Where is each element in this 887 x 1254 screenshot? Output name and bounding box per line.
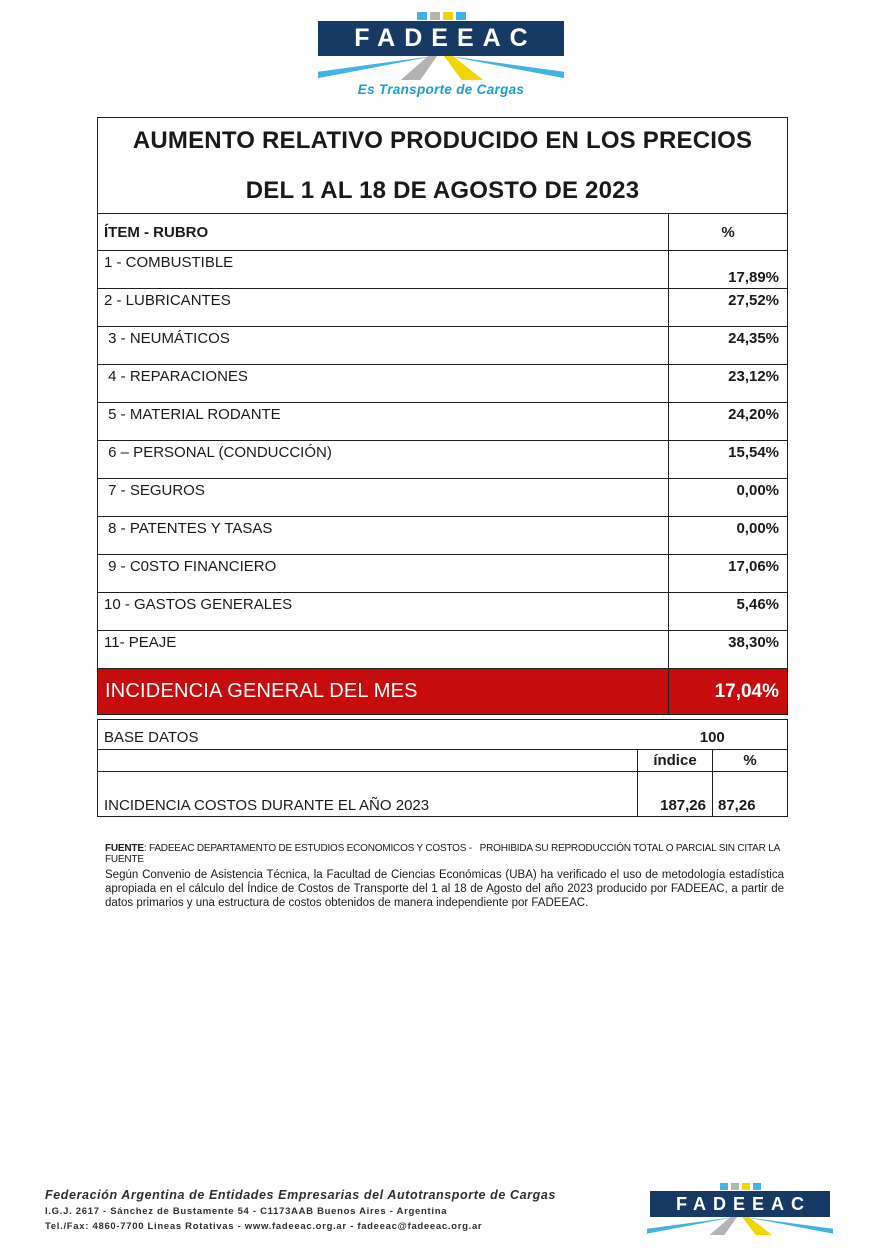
logo-road-icon — [647, 1217, 833, 1235]
row-label: 6 – PERSONAL (CONDUCCIÓN) — [98, 441, 669, 479]
cost-table — [97, 117, 788, 715]
title-line-1: AUMENTO RELATIVO PRODUCIDO EN LOS PRECIOS — [132, 126, 753, 154]
row-label: 10 - GASTOS GENERALES — [98, 593, 669, 631]
footer-address-block — [45, 1188, 556, 1232]
table-row — [98, 327, 788, 365]
base-value: 100 — [638, 720, 788, 750]
year-incidence-index: 187,26 — [638, 772, 713, 817]
logo-road-icon — [318, 56, 564, 80]
row-value: 15,54% — [669, 441, 788, 479]
row-value: 5,46% — [669, 593, 788, 631]
year-incidence-pct: 87,26 — [713, 772, 788, 817]
methodology-paragraph: Según Convenio de Asistencia Técnica, la Facultad de Ciencias Económicas (UBA) ha verificado el uso de metodología estadística apropiada en el cálculo del Índice de Costos de Transporte del 1 al 18 de Agosto del año 2023 producido por FADEEAC, a partir de datos primarios y una estructura de costos obtenidos de manera independiente por FADEEAC. — [105, 869, 784, 909]
fadeeac-wordmark: FADEEAC — [318, 21, 564, 56]
base-label: BASE DATOS — [98, 720, 638, 750]
row-label: 7 - SEGUROS — [98, 479, 669, 517]
column-header-item: ÍTEM - RUBRO — [98, 214, 669, 251]
index-header-spacer — [98, 750, 638, 772]
row-value: 0,00% — [669, 517, 788, 555]
row-label: 1 - COMBUSTIBLE — [98, 251, 669, 289]
fadeeac-wordmark: FADEEAC — [650, 1191, 830, 1217]
row-label: 4 - REPARACIONES — [98, 365, 669, 403]
index-header-indice: índice — [638, 750, 713, 772]
row-label: 2 - LUBRICANTES — [98, 289, 669, 327]
logo-bars-icon — [720, 1183, 761, 1190]
summary-row — [98, 669, 788, 715]
table-row — [98, 555, 788, 593]
footer-org-name: Federación Argentina de Entidades Empresarias del Autotransporte de Cargas — [45, 1188, 556, 1202]
row-value: 0,00% — [669, 479, 788, 517]
summary-label: INCIDENCIA GENERAL DEL MES — [98, 669, 669, 715]
footer-address: I.G.J. 2617 - Sánchez de Bustamente 54 - C1173AAB Buenos Aires - Argentina — [45, 1206, 448, 1217]
index-header-pct: % — [713, 750, 788, 772]
source-note-text: : FADEEAC DEPARTAMENTO DE ESTUDIOS ECONOMICOS Y COSTOS - PROHIBIDA SU REPRODUCCIÓN TOTAL O PARCIAL SIN CITAR LA FUENTE — [105, 843, 783, 865]
row-value: 24,35% — [669, 327, 788, 365]
footer-contact: Tel./Fax: 4860-7700 Lineas Rotativas - www.fadeeac.org.ar - fadeeac@fadeeac.org.ar — [45, 1221, 483, 1232]
source-note-prefix: FUENTE — [105, 843, 144, 854]
row-label: 11- PEAJE — [98, 631, 669, 669]
table-row — [98, 365, 788, 403]
table-row — [98, 441, 788, 479]
document-title — [98, 118, 788, 214]
summary-value: 17,04% — [669, 669, 788, 715]
title-row — [98, 118, 788, 214]
table-row — [98, 517, 788, 555]
table-row — [98, 251, 788, 289]
table-row — [98, 289, 788, 327]
cost-table-body — [98, 118, 788, 715]
row-value: 23,12% — [669, 365, 788, 403]
row-label: 8 - PATENTES Y TASAS — [98, 517, 669, 555]
row-value: 38,30% — [669, 631, 788, 669]
table-row — [98, 631, 788, 669]
row-value: 17,06% — [669, 555, 788, 593]
row-value: 27,52% — [669, 289, 788, 327]
year-incidence-label: INCIDENCIA COSTOS DURANTE EL AÑO 2023 — [98, 772, 638, 817]
row-value: 17,89% — [669, 251, 788, 289]
row-value: 24,20% — [669, 403, 788, 441]
row-label: 9 - C0STO FINANCIERO — [98, 555, 669, 593]
row-label: 3 - NEUMÁTICOS — [98, 327, 669, 365]
table-row — [98, 479, 788, 517]
year-incidence-row — [98, 772, 788, 817]
column-header-row — [98, 214, 788, 251]
title-line-2: DEL 1 AL 18 DE AGOSTO DE 2023 — [245, 176, 640, 204]
table-row — [98, 593, 788, 631]
base-row — [98, 720, 788, 750]
base-table — [97, 719, 788, 817]
row-label: 5 - MATERIAL RODANTE — [98, 403, 669, 441]
column-header-pct: % — [669, 214, 788, 251]
source-note — [105, 843, 785, 865]
fadeeac-logo-header — [318, 12, 564, 97]
index-header-row — [98, 750, 788, 772]
logo-bars-icon — [417, 12, 466, 20]
fadeeac-logo-footer — [650, 1183, 830, 1235]
logo-tagline: Es Transporte de Cargas — [357, 82, 525, 97]
table-row — [98, 403, 788, 441]
